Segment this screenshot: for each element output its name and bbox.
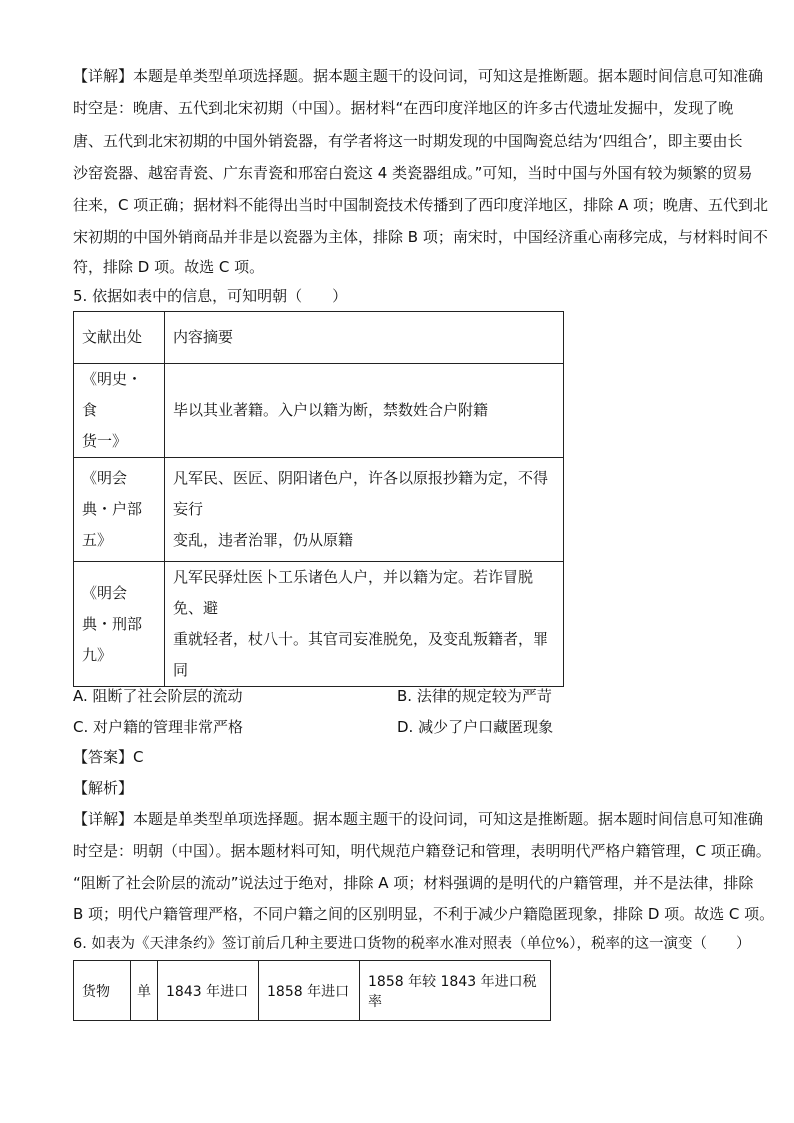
table-header-cell: 1843 年进口 <box>158 961 259 1021</box>
explain-line: 【详解】本题是单类型单项选择题。据本题主题干的设问词，可知这是推断题。据本题时间信息可知准确 <box>73 67 764 85</box>
question-6-stem: 6. 如表为《天津条约》签订前后几种主要进口货物的税率水准对照表（单位%），税率的这一演变（ ） <box>73 936 751 952</box>
table-cell-source: 《明会 典・户部 五》 <box>74 458 165 562</box>
table-header-row <box>74 312 564 364</box>
table-cell-source: 《明会 典・刑部 九》 <box>74 562 165 687</box>
table-row <box>74 364 564 458</box>
answer-label: 【答案】C <box>73 748 144 766</box>
table-header-cell: 内容摘要 <box>165 312 564 364</box>
explain-line: B 项；明代户籍管理严格，不同户籍之间的区别明显，不利于减少户籍隐匿现象，排除 D 项。故选 C 项。 <box>73 905 775 923</box>
table-header-cell: 货物 <box>74 961 131 1021</box>
explain-line: 【详解】本题是单类型单项选择题。据本题主题干的设问词，可知这是推断题。据本题时间信息可知准确 <box>73 810 764 828</box>
explain-line: 唐、五代到北宋初期的中国外销瓷器，有学者将这一时期发现的中国陶瓷总结为‘四组合’，即主要由长 <box>73 132 743 150</box>
table-header-row <box>74 961 551 1021</box>
option-b: B. 法律的规定较为严苛 <box>397 687 552 705</box>
q5-table <box>73 311 564 687</box>
analysis-label: 【解析】 <box>73 779 134 797</box>
table-row <box>74 562 564 687</box>
explain-line: 宋初期的中国外销商品并非是以瓷器为主体，排除 B 项；南宋时，中国经济重心南移完成，与材料时间不 <box>73 228 768 246</box>
explain-line: 时空是：明朝（中国）。据本题材料可知，明代规范户籍登记和管理，表明明代严格户籍管理，C 项正确。 <box>73 842 771 860</box>
explain-line: 符，排除 D 项。故选 C 项。 <box>73 258 265 276</box>
option-d: D. 减少了户口藏匿现象 <box>397 718 554 736</box>
explain-line: 往来，C 项正确；据材料不能得出当时中国制瓷技术传播到了西印度洋地区，排除 A 项；晚唐、五代到北 <box>73 196 769 214</box>
option-c: C. 对户籍的管理非常严格 <box>73 718 244 736</box>
option-a: A. 阻断了社会阶层的流动 <box>73 687 243 705</box>
table-cell-source: 《明史・食 货一》 <box>74 364 165 458</box>
table-row <box>74 458 564 562</box>
explain-line: 时空是：晚唐、五代到北宋初期（中国）。据材料“在西印度洋地区的许多古代遗址发掘中，发现了晚 <box>73 99 734 117</box>
table-header-cell: 单 <box>131 961 158 1021</box>
explain-line: 沙窑瓷器、越窑青瓷、广东青瓷和邢窑白瓷这 4 类瓷器组成。”可知，当时中国与外国有较为频繁的贸易 <box>73 164 753 182</box>
table-header-cell: 1858 年进口 <box>259 961 360 1021</box>
question-5-stem: 5. 依据如表中的信息，可知明朝（ ） <box>73 287 348 305</box>
table-cell-content: 毕以其业著籍。入户以籍为断，禁数姓合户附籍 <box>165 364 564 458</box>
table-cell-content: 凡军民驿灶医卜工乐诸色人户，并以籍为定。若诈冒脱免、避 重就轻者，杖八十。其官司妄准脱免，及变乱叛籍者，罪同 <box>165 562 564 687</box>
table-header-cell: 文献出处 <box>74 312 165 364</box>
q6-table <box>73 960 551 1021</box>
table-cell-content: 凡军民、医匠、阴阳诸色户，许各以原报抄籍为定，不得妄行 变乱，违者治罪，仍从原籍 <box>165 458 564 562</box>
table-header-cell: 1858 年较 1843 年进口税率 <box>360 961 551 1021</box>
explain-line: “阻断了社会阶层的流动”说法过于绝对，排除 A 项；材料强调的是明代的户籍管理，并不是法律，排除 <box>73 874 754 892</box>
